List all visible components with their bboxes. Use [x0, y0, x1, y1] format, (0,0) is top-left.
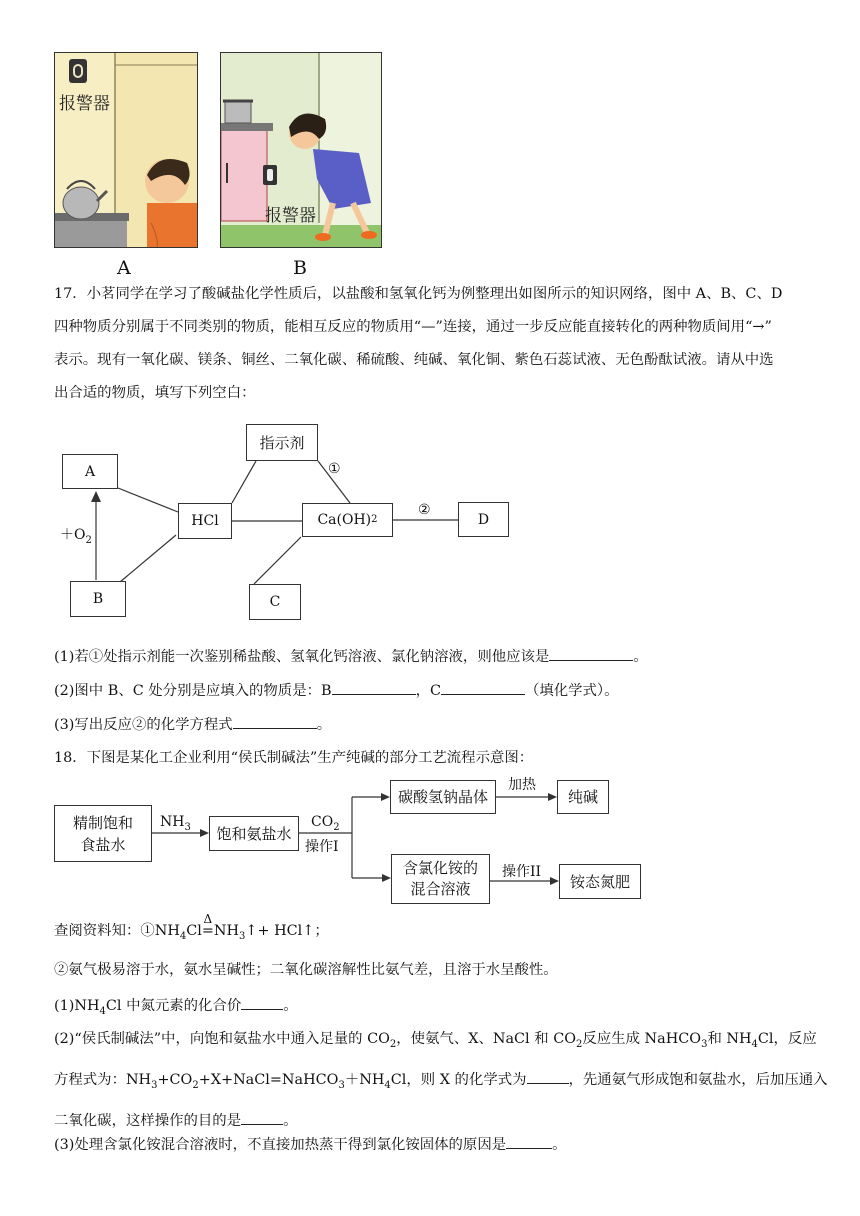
label-b: B	[293, 257, 307, 279]
o2-sub: 2	[85, 534, 92, 546]
q18-sub1-end: 。	[283, 998, 298, 1014]
q18-sub1-sub: 4	[99, 1005, 106, 1017]
alarm-label-b: 报警器	[265, 206, 316, 226]
flow-box-soda: 纯碱	[557, 780, 609, 814]
o2-text: ＋O	[60, 527, 86, 543]
info1-eq: =	[201, 923, 214, 939]
q18-sub2-line3	[54, 1110, 814, 1131]
flow-box-nh4cl-solution	[391, 854, 490, 904]
q18-number: 18．	[54, 750, 87, 766]
q17-stem-line3: 表示。现有一氧化碳、镁条、铜丝、二氧化碳、稀硫酸、纯碱、氧化铜、紫色石蕊试液、无色酚酞试液。请从中选	[54, 352, 774, 368]
q18-sub2-l3a: 二氧化碳，这样操作的目的是	[54, 1112, 242, 1129]
q18-sub2-l1b: ，使氨气、X、NaCl 和 CO	[396, 1031, 577, 1047]
sub-3c: 3	[338, 1079, 345, 1091]
caoh2-sub: 2	[371, 514, 378, 525]
info1-prefix: 查阅资料知：①NH	[54, 923, 180, 939]
sub-2a: 2	[389, 1038, 397, 1050]
q17-stem-line2: 四种物质分别属于不同类别的物质，能相互反应的物质用“—”连接，通过一步反应能直接转化的两种物质间用“→”	[54, 319, 772, 335]
flow-box-nh4cl-line1: 含氯化铵的	[402, 859, 478, 877]
diagram-box-b: B	[70, 581, 126, 617]
diagram-box-c: C	[249, 584, 301, 620]
q18-sub2-blank-x[interactable]	[527, 1069, 569, 1084]
sub-2c: 2	[192, 1079, 199, 1091]
flow-label-op1: 操作I	[305, 839, 339, 855]
flow-box-nh4cl-line2: 混合溶液	[410, 880, 471, 898]
q18-sub2-l1c: 反应生成 NaHCO	[582, 1031, 702, 1047]
info1-sub3: 3	[239, 930, 246, 942]
flow-box-fertilizer: 铵态氮肥	[559, 864, 641, 899]
q17-stem-line1: 小茗同学在学习了酸碱盐化学性质后，以盐酸和氢氧化钙为例整理出如图所示的知识网络，图中 A、B、C、D	[86, 286, 783, 302]
q18-sub2-l1a: (2)“侯氏制碱法”中，向饱和氨盐水中通入足量的 CO	[54, 1031, 390, 1047]
q18-sub2-l3end: 。	[283, 1112, 298, 1129]
q17-stem-line4: 出合适的物质，填写下列空白：	[54, 385, 256, 401]
diagram-mark-1: ①	[328, 461, 341, 477]
sub-3a: 3	[701, 1038, 708, 1050]
flow-box-brine-line1: 精制饱和	[72, 813, 133, 832]
info1-delta-eq	[201, 912, 214, 941]
q17-number: 17．	[54, 286, 87, 302]
q18-info1	[54, 912, 329, 947]
q18-sub2-blank-purpose[interactable]	[241, 1110, 283, 1125]
q17-sub3-text: (3)写出反应②的化学方程式	[54, 717, 233, 733]
flow-box-nahco3: 碳酸氢钠晶体	[390, 780, 496, 814]
q18-sub3-text: (3)处理含氯化铵混合溶液时，不直接加热蒸干得到氯化铵固体的原因是	[54, 1137, 507, 1153]
diagram-mark-2: ②	[418, 502, 431, 518]
flow-box-brine-line2: 食盐水	[80, 835, 126, 854]
label-a: A	[117, 257, 131, 279]
flow-label-co2	[311, 812, 340, 838]
diagram-box-indicator: 指示剂	[246, 424, 318, 461]
info1-cl: Cl	[186, 923, 202, 939]
info1-sub4: 4	[179, 930, 187, 942]
diagram-box-d: D	[458, 502, 509, 537]
q18-sub3-end: 。	[552, 1137, 567, 1153]
nh3-text: NH	[160, 814, 185, 830]
q18-sub2-l2a: 方程式为：NH	[54, 1071, 152, 1088]
co2-sub: 2	[333, 821, 340, 833]
q18-sub2-l1e: Cl，反应	[757, 1031, 817, 1047]
q18-sub2-l1d: 和 NH	[707, 1031, 752, 1047]
q18-sub1	[54, 995, 298, 1022]
q17-sub1-text: (1)若①处指示剂能一次鉴别稀盐酸、氢氧化钙溶液、氯化钠溶液，则他应该是	[54, 649, 550, 665]
flow-label-heat: 加热	[508, 777, 536, 793]
q18-sub2-l2f: ，先通氨气形成饱和氨盐水，后加压通入	[568, 1071, 828, 1088]
q17-sub2-text-c: （填化学式）。	[524, 683, 619, 699]
flow-label-op2: 操作II	[502, 864, 542, 880]
q17-sub3-end: 。	[316, 717, 332, 733]
caoh2-text: Ca(OH)	[317, 512, 372, 528]
diagram-box-a: A	[62, 454, 118, 489]
diagram-box-hcl: HCl	[178, 503, 232, 539]
q18-sub2	[54, 1029, 828, 1131]
info1-nh: NH	[213, 923, 240, 939]
q18-sub2-l2d: ＋NH	[344, 1071, 385, 1088]
q18-sub1-blank[interactable]	[241, 995, 283, 1010]
flow-box-brine	[54, 805, 152, 862]
info1-rest: ↑+ HCl↑；	[245, 923, 329, 939]
sub-4b: 4	[384, 1079, 391, 1091]
co2-text: CO	[311, 814, 334, 830]
flow-label-nh3	[160, 812, 191, 838]
q17-sub2-text-a: (2)图中 B、C 处分别是应填入的物质是：B	[54, 683, 332, 699]
q17-sub2-text-b: ，C	[415, 683, 441, 699]
q18-sub2-l2b: +CO	[157, 1071, 193, 1088]
q18-info2: ②氨气极易溶于水，氨水呈碱性；二氧化碳溶解性比氨气差，且溶于水呈酸性。	[54, 962, 558, 978]
q18-stem-text: 下图是某化工企业利用“侯氏制碱法”生产纯碱的部分工艺流程示意图：	[86, 750, 534, 766]
q18-sub2-line1	[54, 1029, 817, 1055]
q18-sub1-a: (1)NH	[54, 998, 100, 1014]
q18-sub2-l2e: Cl，则 X 的化学式为	[390, 1071, 527, 1088]
info1-delta: Δ	[203, 912, 213, 926]
q18-sub2-line2	[54, 1069, 828, 1096]
q18-sub3-blank[interactable]	[506, 1134, 552, 1149]
flow-box-ammoniated-brine: 饱和氨盐水	[209, 816, 299, 851]
sub-3b: 3	[151, 1079, 158, 1091]
nh3-sub: 3	[184, 821, 191, 833]
sub-4a: 4	[751, 1038, 758, 1050]
alarm-label-a: 报警器	[59, 94, 110, 114]
q18-sub1-b: Cl 中氮元素的化合价	[105, 998, 242, 1014]
q17-sub1-end: 。	[633, 649, 648, 665]
q18-sub3	[54, 1134, 567, 1155]
q18-sub2-l2c: +X+NaCl=NaHCO	[198, 1071, 339, 1088]
sub-2b: 2	[576, 1038, 583, 1050]
